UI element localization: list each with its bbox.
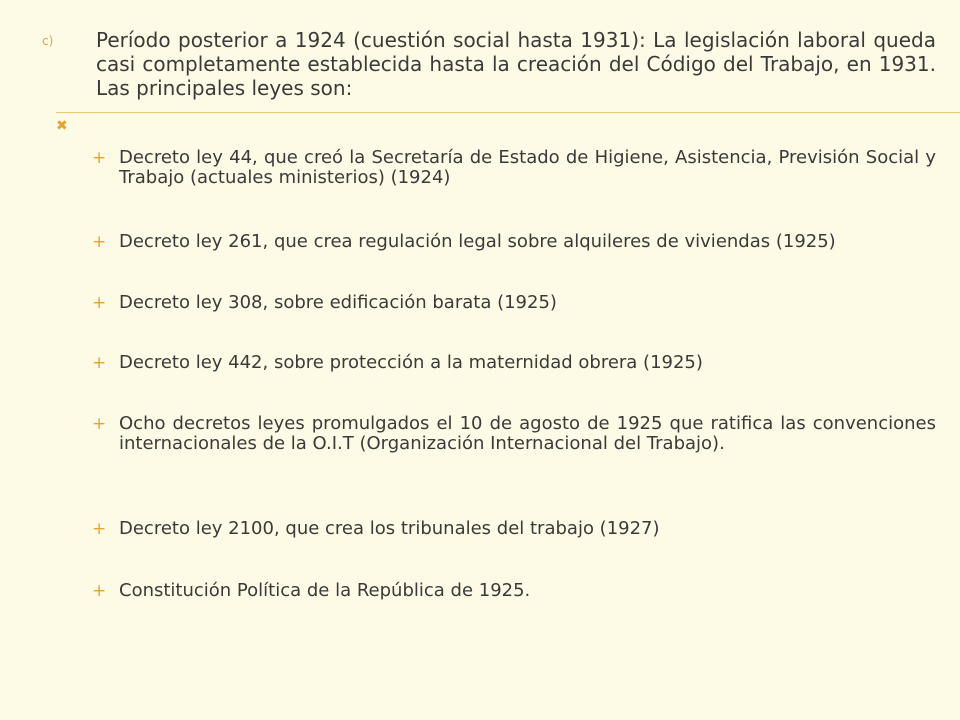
list-item (92, 232, 936, 252)
list-item-text: Decreto ley 308, sobre edificación barata (1925) (119, 292, 557, 313)
list-item-text: Constitución Política de la República de 1925. (119, 580, 531, 601)
list-item (92, 353, 936, 373)
list-item-text: Decreto ley 44, que creó la Secretaría de Estado de Higiene, Asistencia, Previsión Social y Trabajo (actuales ministerios) (1924) (119, 147, 936, 188)
plus-icon: + (92, 353, 107, 373)
heading-divider (56, 112, 960, 113)
plus-icon: + (92, 148, 107, 168)
list-item-text: Decreto ley 261, que crea regulación legal sobre alquileres de viviendas (1925) (119, 231, 836, 252)
list-item (92, 519, 936, 539)
plus-icon: + (92, 232, 107, 252)
list-item-text: Decreto ley 442, sobre protección a la maternidad obrera (1925) (119, 352, 703, 373)
plus-icon: + (92, 581, 107, 601)
plus-icon: + (92, 293, 107, 313)
x-mark-icon: ✖ (56, 118, 68, 134)
list-item (92, 581, 936, 601)
list-item (92, 293, 936, 313)
list-item (92, 414, 936, 454)
slide-heading: Período posterior a 1924 (cuestión social hasta 1931): La legislación laboral queda casi completamente establecida hasta la creación del Código del Trabajo, en 1931. Las principales leyes son: (96, 28, 936, 100)
list-marker-c: c) (42, 34, 54, 48)
list-item (92, 148, 936, 188)
plus-icon: + (92, 414, 107, 434)
list-item-text: Ocho decretos leyes promulgados el 10 de agosto de 1925 que ratifica las convenciones internacionales de la O.I.T (Organización Internacional del Trabajo). (119, 413, 936, 454)
list-item-text: Decreto ley 2100, que crea los tribunales del trabajo (1927) (119, 518, 660, 539)
plus-icon: + (92, 519, 107, 539)
